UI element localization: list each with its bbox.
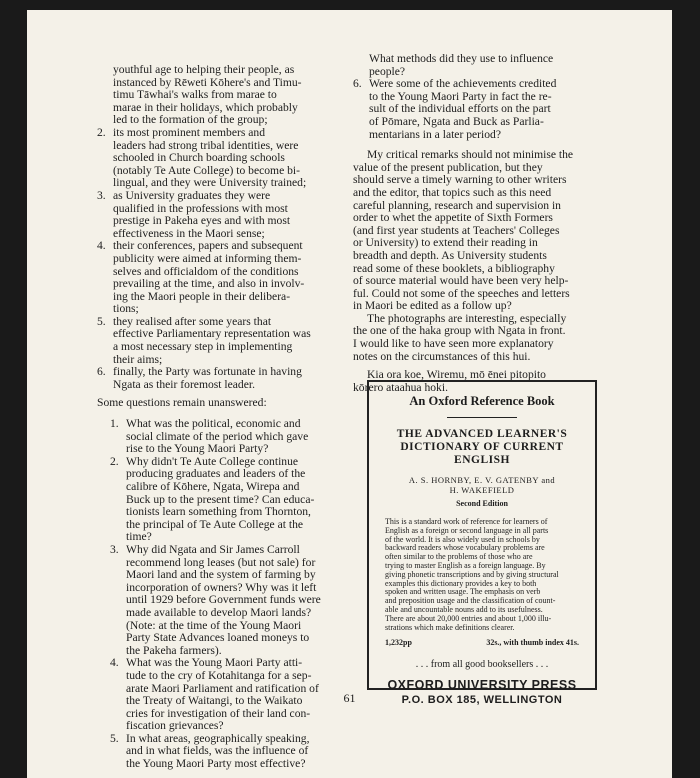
text-line: What was the political, economic and [126,417,301,431]
point-number: 4. [97,239,106,253]
text-line: I would like to have seen more explanatory [353,337,554,351]
text-line: Why didn't Te Aute College continue [126,454,299,468]
text-line: (notably Te Aute College) to become bi- [113,163,300,177]
text-line: timu Tāwhai's walks from marae to [113,88,277,102]
text-line: people? [369,64,406,78]
text-line: the Treaty of Waitangi, to the Waikato [126,694,303,708]
ad-price-row [385,638,579,647]
text-line: Maori land and the system of farming by [126,568,316,582]
text-line: (and first year students at Teachers' Colleges [353,223,560,237]
right-column [353,53,599,394]
text-line: often similar to the problems of those who are [385,552,533,562]
text-line: in Maori be edited as a follow up? [353,299,512,313]
point-number: 6. [97,365,106,379]
ad-authors [385,475,579,495]
ad-edition: Second Edition [456,499,508,508]
point-number: 3. [97,188,106,202]
text-line: There are about 20,000 entries and about 1,000 illu- [385,613,552,623]
text-line: notes on the circumstances of this hui. [353,349,531,363]
text-line: incorporation of owners? Why was it left [126,580,317,594]
text-line: the principal of Te Aute College at the [126,517,304,531]
text-line: Party State Advances loaned moneys to [126,631,310,645]
text-line: as University graduates they were [113,188,271,202]
question-number: 6. [353,77,362,91]
text-line: What methods did they use to influence [369,52,554,65]
text-line: ful. Could not some of the speeches and letters [353,286,570,300]
text-line: breadth and depth. As University students [353,248,547,262]
text-line: Why did Ngata and Sir James Carroll [126,542,300,556]
text-line: value of the present publication, but they [353,160,543,174]
text-line: of Pōmare, Ngata and Buck as Parlia- [369,114,544,128]
text-line: fiscation grievances? [126,719,224,733]
text-line: arate Maori Parliament and ratification of [126,681,319,695]
text-line: marae in their holidays, which probably [113,100,298,114]
point-5 [97,316,343,366]
ad-heading: An Oxford Reference Book [409,394,555,408]
text-line: its most prominent members and [113,125,265,139]
text-line: schooled in Church boarding schools [113,151,285,165]
text-line: What was the Young Maori Party atti- [126,656,303,670]
text-line: and preposition usage and the classification of count- [385,596,556,606]
question-number: 4. [110,656,119,670]
text-line: leaders had strong tribal identities, were [113,138,299,152]
text-line: order to whet the appetite of Sixth Formers [353,211,553,225]
ad-divider [447,417,517,418]
question-6 [353,78,599,141]
text-line: sult of the individual efforts on the part [369,102,551,116]
book-page [27,10,672,778]
text-line: prevailing at the time, and also in involv- [113,277,305,291]
text-line: youthful age to helping their people, as [113,63,295,76]
ad-book-title [385,428,579,467]
text-line: H. WAKEFIELD [449,485,515,495]
text-line: rise to the Young Maori Party? [126,442,269,456]
text-line: lingual, and they were University trained; [113,176,307,190]
point-3 [97,190,343,240]
text-line: giving phonetic transcriptions and by giving structural [385,569,559,579]
text-line: and the editor, that topics such as this need [353,185,552,199]
point-number: 5. [97,314,106,328]
text-line: qualified in the professions with most [113,201,288,215]
text-line: strations which make definitions clearer. [385,622,515,632]
ad-page-count: 1,232pp [385,638,412,648]
text-line: prestige in Pakeha eyes and with most [113,214,291,228]
text-line: and in what fields, was the influence of [126,744,309,758]
ad-price: 32s., with thumb index 41s. [486,638,579,648]
text-line: tude to the cry of Kotahitanga for a sep- [126,668,312,682]
question-5-continued [353,53,599,78]
text-line: the Pakeha farmers). [126,643,222,657]
text-line: tions; [113,302,139,316]
text-line: producing graduates and leaders of the [126,467,306,481]
text-line: until 1929 before Government funds were [126,593,321,607]
question-number: 2. [110,454,119,468]
text-line: My critical remarks should not minimise the [367,148,574,162]
question-5 [97,733,343,771]
point-6 [97,366,343,391]
text-line: their aims; [113,352,163,366]
oxford-advertisement [367,380,597,707]
text-line: The photographs are interesting, especially [367,311,567,325]
text-line: tionists learn something from Thornton, [126,505,311,519]
ad-seller: . . . from all good booksellers . . . [415,659,549,671]
text-line: instanced by Rēweti Kōhere's and Timu- [113,75,302,89]
text-line: should serve a timely warning to other writers [353,173,567,187]
text-line: cries for investigation of their land con- [126,706,311,720]
text-line: ENGLISH [454,454,510,466]
text-line: THE ADVANCED LEARNER'S [396,428,568,440]
text-line: mentarians in a later period? [369,127,501,141]
question-3 [97,544,343,657]
point-2 [97,127,343,190]
text-line: made available to develop Maori lands? [126,605,312,619]
question-number: 1. [110,417,119,431]
question-2 [97,456,343,544]
text-line: of the world. It is also widely used in schools by [385,534,540,544]
text-line: This is a standard work of reference for learners of [385,517,548,526]
text-line: spoken and written usage. The emphasis on verb [385,587,541,597]
ad-publisher: OXFORD UNIVERSITY PRESS [387,678,577,693]
ad-description [385,518,579,632]
critical-remarks-paragraph [353,149,599,313]
intro-paragraph [97,64,343,127]
text-line: they realised after some years that [113,314,272,328]
text-line: A. S. HORNBY, E. V. GATENBY and [408,475,556,485]
text-line: ing the Maori people in their delibera- [113,289,291,303]
text-line: to the Young Maori Party in fact the re- [369,89,552,103]
text-line: publicity were aimed at informing them- [113,251,302,265]
point-number: 2. [97,125,106,139]
text-line: of source material would have been very help- [353,274,569,288]
text-line: time? [126,530,152,544]
text-line: trying to master English as a foreign language. By [385,560,546,570]
question-number: 5. [110,731,119,745]
text-line: examples this dictionary provides a key to both [385,578,537,588]
text-line: selves and officialdom of the conditions [113,264,299,278]
text-line: read some of these booklets, a bibliography [353,261,555,275]
text-line: careful planning, research and supervision in [353,198,561,212]
text-line: Ngata as their foremost leader. [113,377,255,391]
photographs-paragraph [353,313,599,363]
text-line: finally, the Party was fortunate in having [113,365,302,379]
text-line: or University) to extend their reading in [353,236,538,250]
text-line: English as a foreign or second language in all parts [385,525,549,535]
left-column [97,64,343,771]
ad-address: P.O. BOX 185, WELLINGTON [401,694,563,707]
point-4 [97,240,343,316]
text-line: their conferences, papers and subsequent [113,239,303,253]
questions-intro: Some questions remain unanswered: [97,396,267,410]
text-line: (Note: at the time of the Young Maori [126,618,302,632]
text-line: Buck up to the present time? Can educa- [126,492,315,506]
text-line: effective Parliamentary representation was [113,327,311,341]
text-line: Kia ora koe, Wiremu, mō ēnei pitopito [367,368,546,382]
text-line: the Young Maori Party most effective? [126,757,306,771]
text-line: Were some of the achievements credited [369,77,557,91]
text-line: In what areas, geographically speaking, [126,731,310,745]
text-line: social climate of the period which gave [126,429,309,443]
text-line: kōrero ataahua hoki. [353,380,448,394]
text-line: effectiveness in the Maori sense; [113,226,265,240]
text-line: led to the formation of the group; [113,113,268,127]
text-line: DICTIONARY OF CURRENT [400,441,564,453]
text-line: able and uncountable nouns add to its usefulness. [385,604,543,614]
text-line: a most necessary step in implementing [113,340,293,354]
text-line: the one of the haka group with Ngata in front. [353,324,566,338]
text-line: backward readers whose vocabulary problems are [385,543,545,553]
question-1 [97,418,343,456]
question-number: 3. [110,542,119,556]
page-number: 61 [343,691,356,705]
text-line: calibre of Kōhere, Ngata, Wirepa and [126,480,300,493]
text-line: recommend long leases (but not sale) for [126,555,316,569]
